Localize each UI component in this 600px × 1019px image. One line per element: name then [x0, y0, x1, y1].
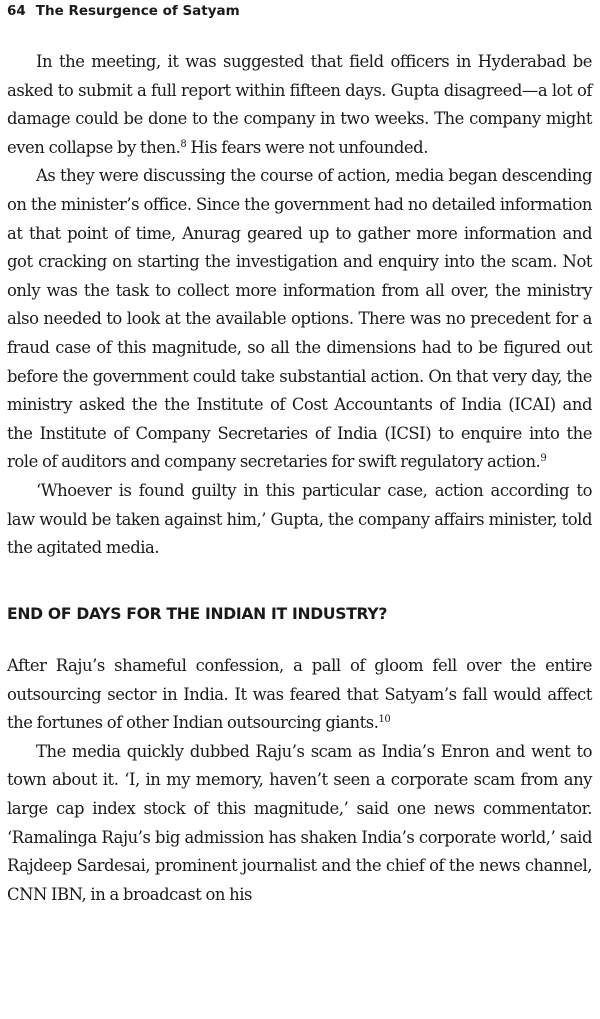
- footnote-marker: 10: [378, 714, 391, 726]
- section-two-body: [7, 652, 592, 909]
- paragraph: In the meeting, it was suggested that field officers in Hyderabad be asked to submit a full report within fifteen days. Gupta disagreed—a lot of damage could be done to the company in two weeks. The company might even collapse by then.$^8$ His fears were not unfounded.: [7, 52, 592, 157]
- section-one-body: [7, 48, 592, 563]
- paragraph: The media quickly dubbed Raju’s scam as India’s Enron and went to town about it. ‘I, in my memory, haven’t seen a corporate scam from any large cap index stock of this magnitude,’ said one news commentator. ‘Ramalinga Raju’s big admission has shaken India’s corporate world,’ said Rajdeep Sardesai, prominent journalist and the chief of the news channel, CNN IBN, in a broadcast on his: [7, 741, 592, 904]
- footnote-marker: 8: [180, 138, 187, 150]
- paragraph: ‘Whoever is found guilty in this particular case, action according to law would be taken against him,’ Gupta, the company affairs minister, told the agitated media.: [7, 480, 592, 558]
- page-number: 64: [7, 3, 26, 19]
- section-heading: END OF DAYS FOR THE INDIAN IT INDUSTRY?: [7, 605, 388, 623]
- running-head: [7, 1, 240, 21]
- footnote-marker: 9: [540, 453, 547, 465]
- paragraph: After Raju’s shameful confession, a pall of gloom fell over the entire outsourcing sector in India. It was feared that Satyam’s fall would affect the fortunes of other Indian outsourcing giants.$^{10}$: [7, 656, 592, 733]
- book-title: The Resurgence of Satyam: [35, 3, 240, 19]
- paragraph: As they were discussing the course of action, media began descending on the minister’s office. Since the government had no detailed information at that point of time, Anurag geared up to gather more information and got cracking on starting the investigation and enquiry into the scam. Not only was the task to collect more information from all over, the ministry also needed to look at the available options. There was no precedent for a fraud case of this magnitude, so all the dimensions had to be figured out before the government could take substantial action. On that very day, the ministry asked the the Institute of Cost Accountants of India (ICAI) and the Institute of Company Secretaries of India (ICSI) to enquire into the role of auditors and company secretaries for swift regulatory action.$^9$: [7, 166, 592, 472]
